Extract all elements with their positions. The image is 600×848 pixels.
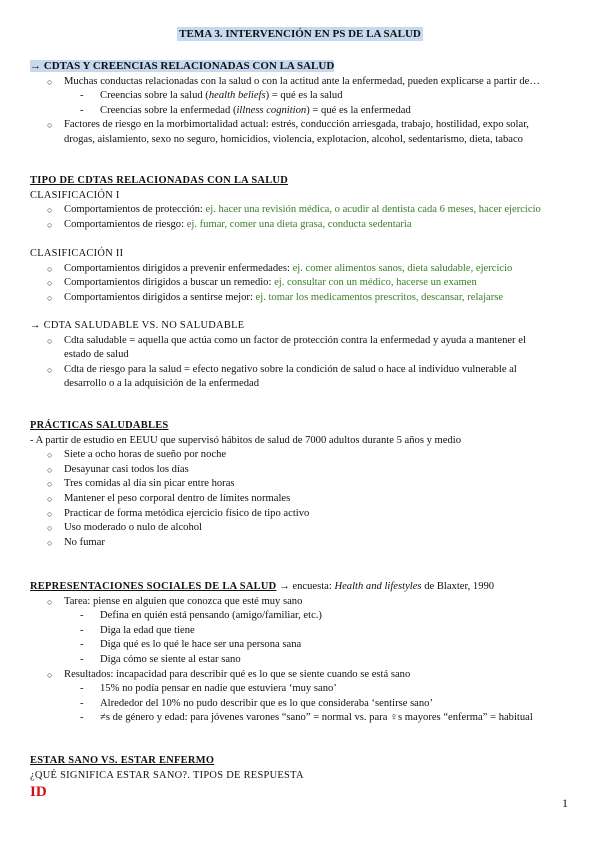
- section-healthy-practices: [30, 419, 575, 550]
- list-item-continuation: drogas, aislamiento, sexo no seguro, homicidios, violencia, explotacion, alcohol, sedentarismo, dieta, tabaco: [64, 133, 523, 145]
- section-social-representations: [30, 580, 575, 726]
- list-item: ○ Siete a ocho horas de sueño por noche: [47, 449, 227, 461]
- question-line: ¿QUÉ SIGNIFICA ESTAR SANO?. TIPOS DE RESPUESTA: [30, 769, 304, 781]
- list-item: ○ Tres comidas al día sin picar entre horas: [47, 478, 235, 490]
- page-number: 1: [562, 796, 568, 810]
- list-item: ○ Cdta saludable = aquella que actúa como un factor de protección contra la enfermedad y ayuda a mantener el: [47, 334, 526, 346]
- list-item: - Defina en quién está pensando (amigo/familiar, etc.): [80, 610, 322, 622]
- list-item: ○ Resultados: incapacidad para describir qué es lo que se siente cuando se está sano: [47, 668, 411, 680]
- list-item-continuation: estado de salud: [64, 349, 129, 361]
- section-heading-healthy-vs-unhealthy: → CDTA SALUDABLE VS. NO SALUDABLE: [30, 320, 245, 331]
- classification-2-label: CLASIFICACIÓN II: [30, 247, 124, 259]
- classification-1-label: CLASIFICACIÓN I: [30, 189, 120, 201]
- list-item: ○ Comportamientos dirigidos a sentirse mejor: ej. tomar los medicamentos prescritos, descansar, relajarse: [47, 291, 504, 303]
- id-label: ID: [30, 784, 47, 801]
- list-item: - Creencias sobre la salud (health beliefs) = qué es la salud: [80, 90, 343, 102]
- list-item: ○ Muchas conductas relacionadas con la salud o con la actitud ante la enfermedad, pueden explicarse a partir de…: [47, 75, 540, 87]
- list-item: ○ Mantener el peso corporal dentro de límites normales: [47, 492, 291, 504]
- document-title: TEMA 3. INTERVENCIÓN EN PS DE LA SALUD: [179, 28, 421, 40]
- practices-intro: - A partir de estudio en EEUU que supervisó hábitos de salud de 7000 adultos durante 5 años y medio: [30, 434, 462, 446]
- section-heading-beliefs: → CDTAS Y CREENCIAS RELACIONADAS CON LA SALUD: [30, 60, 335, 72]
- section-healthy-vs-sick: [30, 754, 575, 801]
- list-item: - Creencias sobre la enfermedad (illness cognition) = qué es la enfermedad: [80, 104, 411, 116]
- list-item: - Alrededor del 10% no pudo describir que es lo que consideraba ‘sentirse sano’: [80, 697, 434, 709]
- list-item: ○ Desayunar casi todos los días: [47, 463, 189, 475]
- list-item: - Diga qué es lo qué le hace ser una persona sana: [80, 639, 302, 651]
- list-item: ○ No fumar: [47, 536, 105, 548]
- section-beliefs: [30, 59, 575, 148]
- section-types: [30, 174, 575, 305]
- list-item: - 15% no podía pensar en nadie que estuviera ‘muy sano’: [80, 683, 337, 695]
- list-item: ○ Comportamientos de riesgo: ej. fumar, comer una dieta grasa, conducta sedentaria: [47, 218, 412, 230]
- list-item: ○ Factores de riesgo en la morbimortalidad actual: estrés, conducción arriesgada, trabajo, hostilidad, expo solar,: [47, 119, 529, 131]
- list-item: ○ Comportamientos dirigidos a prevenir enfermedades: ej. comer alimentos sanos, dieta saludable, ejercicio: [47, 262, 513, 274]
- list-item: - Diga cómo se siente al estar sano: [80, 653, 241, 665]
- list-item: ○ Comportamientos de protección: ej. hacer una revisión médica, o acudir al dentista cada 6 meses, hacer ejercicio: [47, 204, 541, 216]
- list-item: - ≠s de género y edad: para jóvenes varones “sano” = normal vs. para ♀s mayores “enferma” = habitual: [80, 712, 533, 724]
- list-item: ○ Tarea: piense en alguien que conozca que esté muy sano: [47, 595, 303, 607]
- list-item-continuation: desarrollo o a la adquisición de la enfermedad: [64, 378, 260, 390]
- list-item: ○ Practicar de forma metódica ejercicio físico de tipo activo: [47, 507, 310, 519]
- section-heading-healthy-practices: PRÁCTICAS SALUDABLES: [30, 420, 169, 431]
- section-healthy-vs-unhealthy: [30, 319, 575, 392]
- list-item: ○ Cdta de riesgo para la salud = efecto negativo sobre la condición de salud o hace al individuo vulnerable al: [47, 363, 517, 375]
- section-heading-healthy-vs-sick: ESTAR SANO VS. ESTAR ENFERMO: [30, 755, 215, 766]
- section-heading-social-representations: REPRESENTACIONES SOCIALES DE LA SALUD → encuesta: Health and lifestyles de Blaxter, 1990: [30, 581, 495, 592]
- list-item: - Diga la edad que tiene: [80, 624, 195, 636]
- list-item: ○ Uso moderado o nulo de alcohol: [47, 522, 202, 534]
- section-heading-types: TIPO DE CDTAS RELACIONADAS CON LA SALUD: [30, 175, 289, 186]
- list-item: ○ Comportamientos dirigidos a buscar un remedio: ej. consultar con un médico, hacerse un examen: [47, 277, 477, 289]
